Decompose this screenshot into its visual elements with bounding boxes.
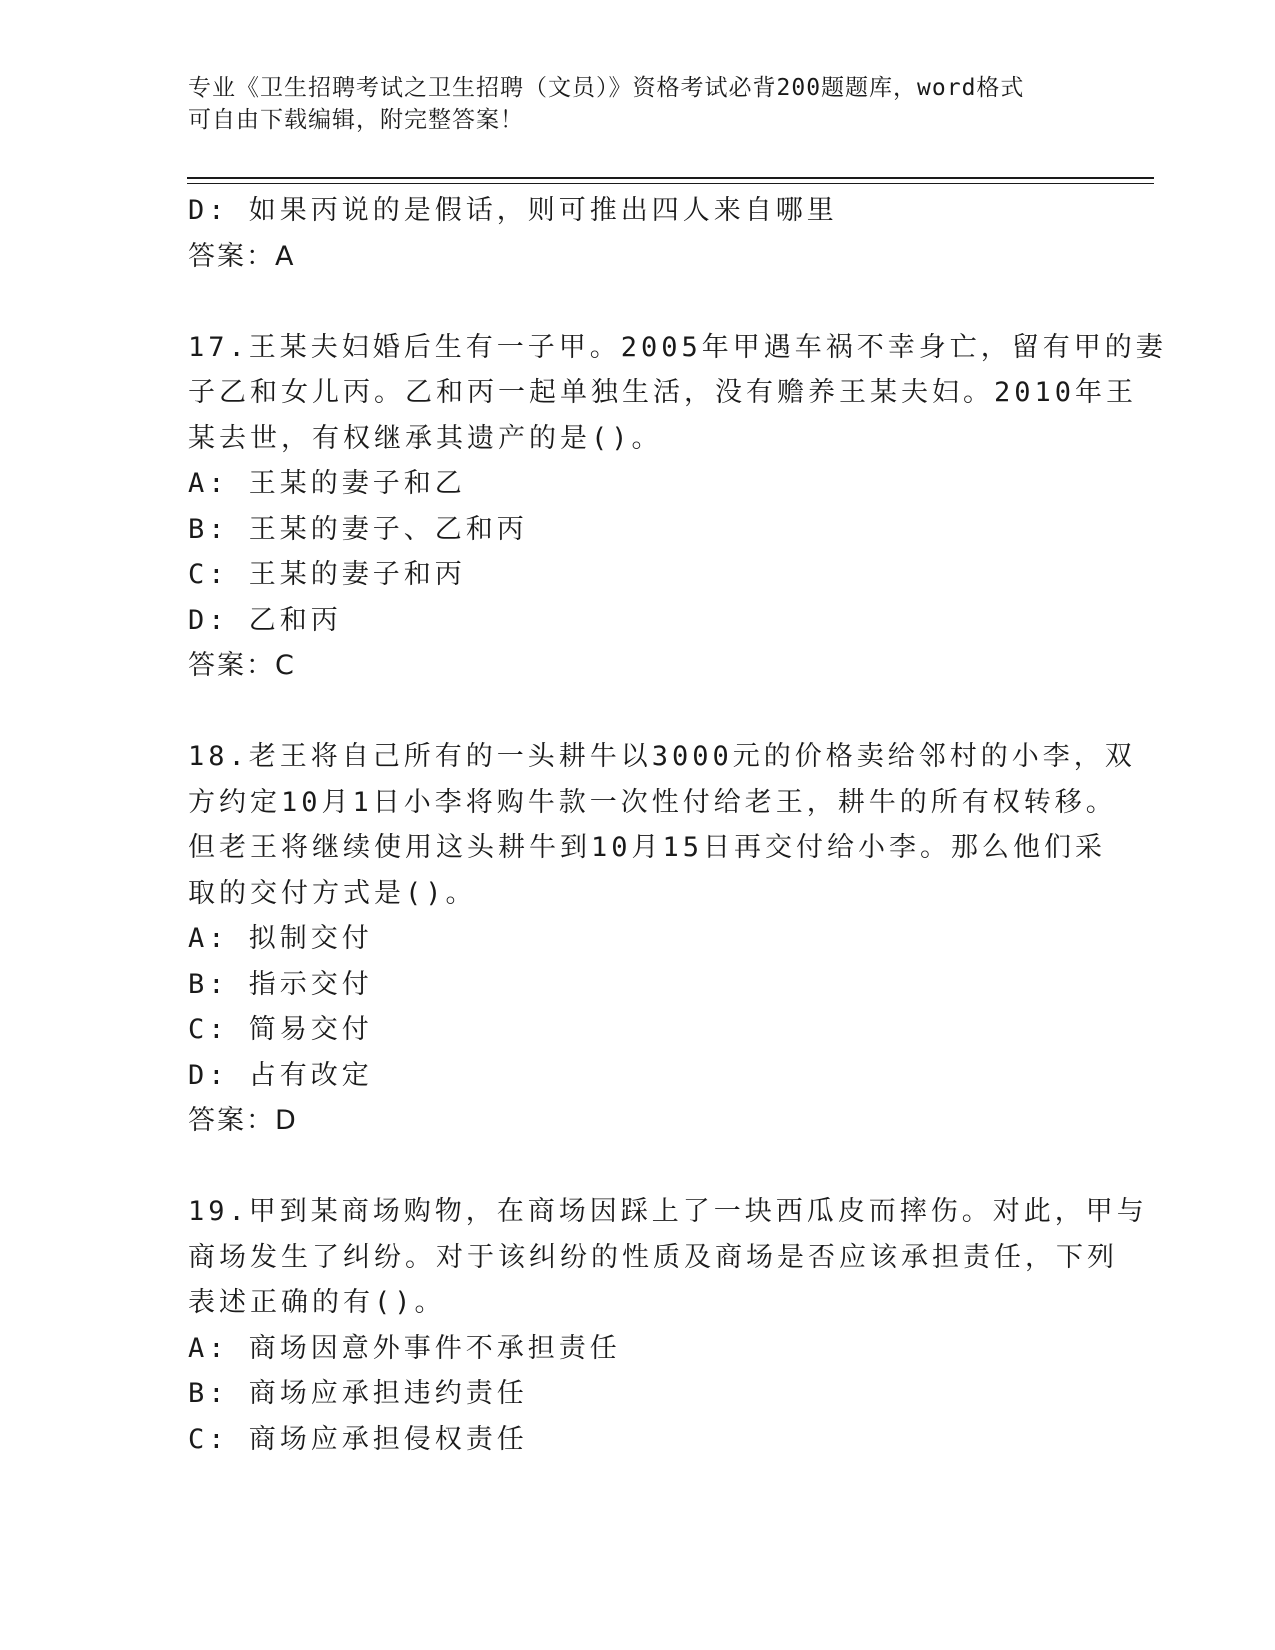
- question-stem-line: 子乙和女儿丙。乙和丙一起单独生活，没有赡养王某夫妇。2010年王: [188, 377, 1138, 408]
- answer-line: 答案：A: [188, 240, 296, 272]
- question-18: [188, 734, 1136, 1144]
- question-list: [188, 188, 1167, 1462]
- question-stem-line: 某去世，有权继承其遗产的是()。: [188, 422, 663, 454]
- question-stem-line: 19.甲到某商场购物，在商场因踩上了一块西瓜皮而摔伤。对此，甲与: [188, 1196, 1148, 1227]
- header-line-2: 可自由下载编辑，附完整答案！: [188, 107, 524, 133]
- answer-line: 答案：C: [188, 650, 296, 681]
- option-a: A: 王某的妻子和乙: [188, 468, 466, 499]
- question-16-tail: [188, 188, 1088, 279]
- option-c: C: 简易交付: [188, 1014, 373, 1045]
- document-header: [188, 72, 1068, 136]
- question-19: [188, 1189, 1148, 1462]
- option-b: B: 王某的妻子、乙和丙: [188, 513, 528, 545]
- option-d: D: 乙和丙: [188, 604, 342, 636]
- option-b: B: 商场应承担违约责任: [188, 1378, 528, 1409]
- question-stem-line: 但老王将继续使用这头耕牛到10月15日再交付给小李。那么他们采: [188, 832, 1107, 863]
- spacer: [188, 1144, 1088, 1190]
- option-c: C: 王某的妻子和丙: [188, 559, 466, 590]
- question-stem-line: 表述正确的有()。: [188, 1287, 446, 1318]
- option-a: A: 商场因意外事件不承担责任: [188, 1332, 621, 1364]
- option-d: D: 占有改定: [188, 1059, 373, 1091]
- option-c: C: 商场应承担侵权责任: [188, 1423, 528, 1455]
- header-divider-thin: [187, 183, 1154, 184]
- option-d: D: 如果丙说的是假话，则可推出四人来自哪里: [188, 195, 838, 226]
- question-stem-line: 取的交付方式是()。: [188, 877, 477, 909]
- header-line-1: 专业《卫生招聘考试之卫生招聘（文员）》资格考试必背200题题库，word格式: [188, 75, 1025, 101]
- answer-line: 答案：D: [188, 1105, 298, 1136]
- question-17: [188, 325, 1167, 689]
- question-stem-line: 方约定10月1日小李将购牛款一次性付给老王，耕牛的所有权转移。: [188, 786, 1117, 818]
- question-stem-line: 18.老王将自己所有的一头耕牛以3000元的价格卖给邻村的小李，双: [188, 741, 1136, 772]
- question-stem-line: 17.王某夫妇婚后生有一子甲。2005年甲遇车祸不幸身亡，留有甲的妻: [188, 331, 1167, 363]
- question-stem-line: 商场发生了纠纷。对于该纠纷的性质及商场是否应该承担责任，下列: [188, 1241, 1118, 1273]
- option-a: A: 拟制交付: [188, 923, 373, 954]
- spacer: [188, 689, 1088, 735]
- spacer: [188, 279, 1088, 325]
- header-divider-thick: [187, 177, 1154, 179]
- option-b: B: 指示交付: [188, 968, 373, 1000]
